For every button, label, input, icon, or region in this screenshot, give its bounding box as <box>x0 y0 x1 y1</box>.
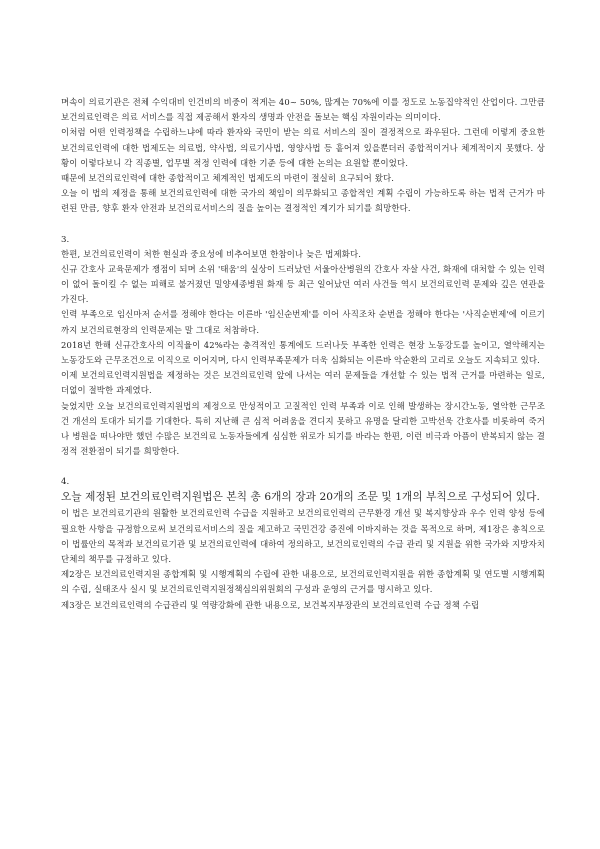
paragraph: 이 법은 보건의료기관의 원활한 보건의료인력 수급을 지원하고 보건의료인력의 근무환경 개선 및 복지향상과 우수 인력 양성 등에 필요한 사항을 규정함으로써 보건의료서비스의 질을 제고하고 국민건강 증진에 이바지하는 것을 목적으로 하며, 제1장은 총칙으로 이 법률안의 목적과 보건의료기관 및 보건의료인력에 대하여 정의하고, 보건의료인력의 수급 관리 및 지원을 위한 국가와 지방자치단체의 책무를 규정하고 있다. <box>61 508 545 565</box>
paragraph: 늦었지만 오늘 보건의료인력지원법의 제정으로 만성적이고 고질적인 인력 부족과 이로 인해 발생하는 장시간노동, 열악한 근무조건 개선의 토대가 되기를 기대한다. 특히 지난해 큰 심적 어려움을 견디지 못하고 유명을 달리한 고박선욱 간호사를 비롯하여 죽거나 병원을 떠나야만 했던 수많은 보건의료 노동자들에게 심심한 위로가 되기를 바라는 한편, 이런 비극과 아픔이 반복되지 않는 결정적 전환점이 되기를 희망한다. <box>61 400 545 457</box>
paragraph: 신규 간호사 교육문제가 쟁점이 되며 소위 '태움'의 실상이 드러났던 서울아산병원의 간호사 자살 사건, 화재에 대처할 수 있는 인력이 없어 돌이킬 수 없는 피해로 불거졌던 밀양세종병원 화재 등 최근 일어났던 여러 사건들 역시 보건의료인력 문제와 깊은 연관을 가진다. <box>61 263 546 305</box>
paragraph: 제2장은 보건의료인력지원 종합계획 및 시행계획의 수립에 관한 내용으로, 보건의료인력지원을 위한 종합계획 및 연도별 시행계획의 수립, 실태조사 실시 및 보건의료인력지원정책심의위원회의 구성과 운영의 근거를 명시하고 있다. <box>61 569 545 595</box>
paragraph: 며속이 의료기관은 전체 수익대비 인건비의 비중이 적게는 40~ 50%, 많게는 70%에 이를 정도로 노동집약적인 산업이다. 그만큼 보건의료인력은 의료 서비스를 직접 제공해서 환자의 생명과 안전을 돌보는 핵심 자원이라는 의미이다. <box>61 97 545 123</box>
paragraph: 2018년 한해 신규간호사의 이직율이 42%라는 충격적인 통계에도 드러나듯 부족한 인력은 현장 노동강도를 높이고, 열악해지는 노동강도와 근무조건으로 이직으로 이어지며, 다시 인력부족문제가 더욱 심화되는 이른바 악순환의 고리로 오늘도 지속되고 있다. <box>61 339 545 366</box>
section-number: 3. <box>61 234 70 245</box>
paragraph: 오늘 이 법의 제정을 통해 보건의료인력에 대한 국가의 책임이 의무화되고 종합적인 계획 수립이 가능하도록 하는 법적 근거가 마련된 만큼, 향후 환자 안전과 보건의료서비스의 질을 높이는 결정적인 계기가 되기를 희망한다. <box>61 188 545 214</box>
paragraph: 한편, 보건의료인력이 처한 현실과 중요성에 비추어보면 한참이나 늦은 법제화다. <box>61 248 362 259</box>
section-3 <box>61 233 545 460</box>
section-2-continued <box>61 95 545 217</box>
paragraph: 때문에 보건의료인력에 대한 종합적이고 체계적인 법제도의 마련이 절실히 요구되어 왔다. <box>61 173 395 184</box>
section-4 <box>61 475 545 612</box>
document-page <box>61 95 545 613</box>
paragraph: 이제 보건의료인력지원법을 제정하는 것은 보건의료인력 앞에 나서는 여러 문제들을 개선할 수 있는 법적 근거를 마련하는 일로, 더없이 절박한 과제였다. <box>61 370 545 396</box>
paragraph: 제3장은 보건의료인력의 수급관리 및 역량강화에 관한 내용으로, 보건복지부장관의 보건의료인력 수급 정책 수립 <box>61 599 480 610</box>
section-number: 4. <box>61 477 70 488</box>
paragraph: 인력 부족으로 임신마저 순서를 정해야 한다는 이른바 '임신순번제'를 이어 사직조차 순번을 정해야 한다는 '사직순번제'에 이르기까지 보건의료현장의 인력문제는 말 그대로 처참하다. <box>61 309 545 335</box>
paragraph: 이처럼 어떤 인력정책을 수립하느냐에 따라 환자와 국민이 받는 의료 서비스의 질이 결정적으로 좌우된다. 그런데 이렇게 중요한 보건의료인력에 대한 법제도는 의료법, 약사법, 의료기사법, 영양사법 등 흩어져 있을뿐더러 종합적이거나 체계적이지 못했다. 상황이 이렇다보니 각 직종별, 업무별 적정 인력에 대한 기준 등에 대한 논의는 요원할 뿐이었다. <box>61 127 545 168</box>
section-lead: 오늘 제정된 보건의료인력지원법은 본칙 총 6개의 장과 20개의 조문 및 1개의 부칙으로 구성되어 있다. <box>61 491 540 504</box>
